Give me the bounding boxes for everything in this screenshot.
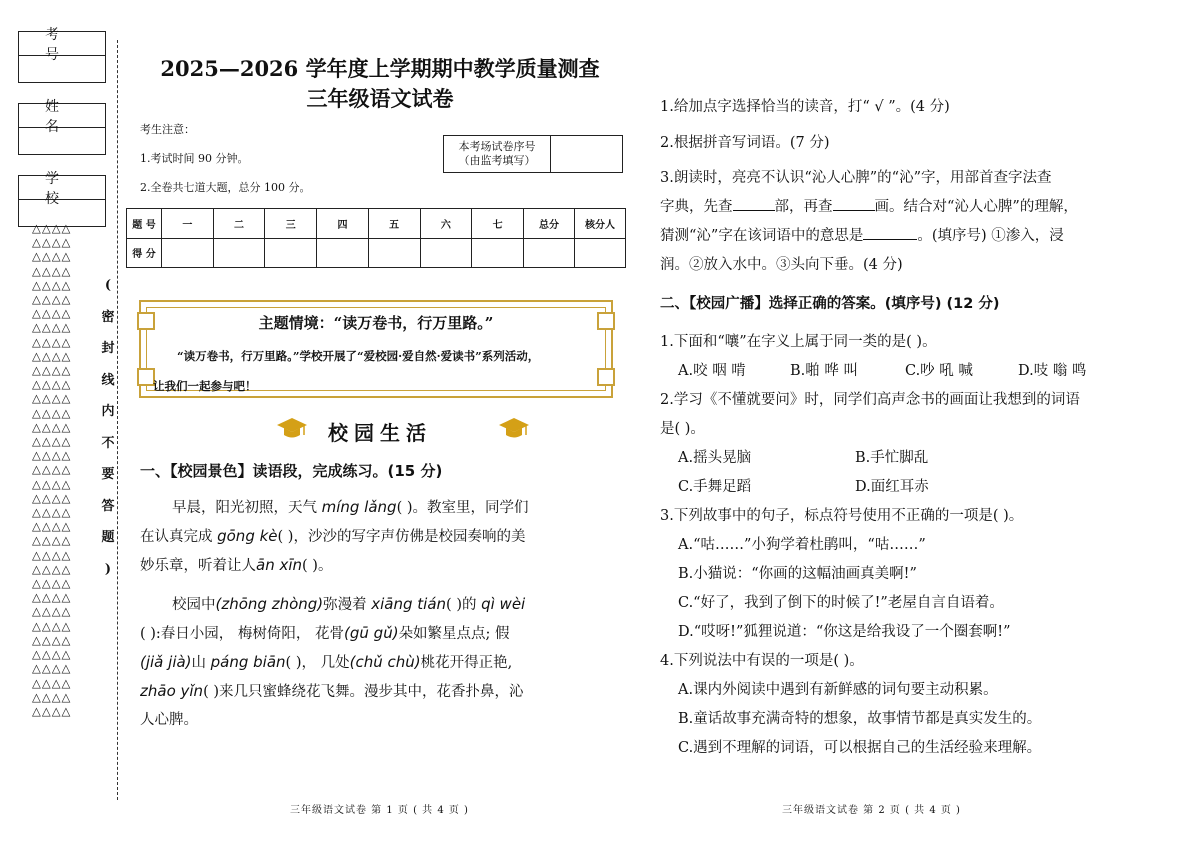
score-table-header-cell: 四	[317, 209, 369, 239]
score-row-label: 得 分	[127, 238, 162, 268]
score-table-header-cell: 六	[420, 209, 472, 239]
text-run: 猜测“沁”字在该词语中的意思是	[660, 228, 864, 244]
pinyin: (gū gǔ)	[344, 624, 399, 642]
question-2: 2.根据拼音写词语。(7 分)	[660, 135, 830, 151]
student-name-box	[18, 98, 106, 155]
choice-3-option-d[interactable]: D.“哎呀!”狐狸说道：“你这是给我设了一个圈套啊!”	[678, 624, 1011, 640]
answer-blank[interactable]	[863, 225, 917, 240]
score-table-header-cell: 一	[162, 209, 214, 239]
test-sequence-label-line2: （由监考填写）	[458, 154, 536, 167]
theme-box	[139, 300, 613, 398]
question-1: 1.给加点字选择恰当的读音，打“ √ ”。(4 分)	[660, 99, 950, 115]
pinyin: (zhōng zhòng)	[215, 595, 324, 613]
seal-line-text	[101, 270, 115, 585]
choice-question-4: 4.下列说法中有误的一项是( )。	[660, 653, 864, 669]
part1-p2-line3	[140, 648, 512, 678]
score-table-header-cell: 核分人	[575, 209, 626, 239]
triangle-row: △△△△	[32, 462, 72, 477]
seal-char: 答	[101, 498, 115, 514]
score-cell[interactable]	[213, 238, 265, 268]
triangle-row: △△△△	[32, 348, 72, 363]
triangle-row: △△△△	[32, 703, 72, 718]
text-run: 山	[191, 655, 211, 671]
triangle-row: △△△△	[32, 249, 72, 264]
pinyin: xiāng tián	[371, 595, 447, 613]
exam-title: 2025—2026 学年度上学期期中教学质量测查	[160, 56, 600, 81]
choice-3-option-c[interactable]: C.“好了，我到了倒下的时候了!”老屋自言自语着。	[678, 595, 1004, 611]
part1-p2-line2	[140, 619, 510, 649]
choice-question-2-line2: 是( )。	[660, 421, 705, 437]
triangle-row: △△△△	[32, 334, 72, 349]
triangle-row: △△△△	[32, 476, 72, 491]
triangle-row: △△△△	[32, 505, 72, 520]
choice-3-option-b[interactable]: B.小猫说：“你画的这幅油画真美啊!”	[678, 566, 917, 582]
text-run: 。(填序号) ①渗入，浸	[917, 228, 1064, 244]
score-cell[interactable]	[472, 238, 524, 268]
notes-item-2: 2.全卷共七道大题，总分 100 分。	[140, 181, 311, 194]
score-cell[interactable]	[317, 238, 369, 268]
question-3-line4: 润。②放入水中。③头向下垂。(4 分)	[660, 257, 903, 273]
triangle-row: △△△△	[32, 576, 72, 591]
part1-p1-line3	[140, 551, 332, 581]
triangle-row: △△△△	[32, 689, 72, 704]
question-3-line2	[660, 195, 1078, 216]
score-table-header-row	[127, 209, 626, 239]
text-run: ( )，沙沙的写字声仿佛是校园奏响的美	[277, 529, 526, 545]
seal-char: )	[104, 561, 112, 577]
choice-3-option-a[interactable]: A.“咕……”小狗学着杜鹃叫，“咕……”	[678, 537, 926, 553]
triangle-row: △△△△	[32, 391, 72, 406]
seal-char: (	[104, 278, 112, 293]
score-table-header-cell: 七	[472, 209, 524, 239]
choice-question-1: 1.下面和“嚷”在字义上属于同一类的是( )。	[660, 334, 937, 350]
score-cell[interactable]	[524, 238, 575, 268]
text-run: 画。结合对“沁人心脾”的理解，	[874, 199, 1078, 215]
pinyin: zhāo yǐn	[140, 682, 204, 700]
seal-char: 不	[101, 435, 115, 451]
triangle-row: △△△△	[32, 547, 72, 562]
seal-dashed-line	[117, 40, 118, 800]
answer-blank[interactable]	[733, 196, 775, 211]
test-sequence-box	[443, 135, 623, 173]
text-run: 在认真完成	[140, 529, 218, 545]
pinyin: qì wèi	[481, 595, 526, 613]
triangle-row: △△△△	[32, 632, 72, 647]
score-cell[interactable]	[575, 238, 626, 268]
part2-heading: 二、【校园广播】选择正确的答案。(填序号) (12 分)	[660, 296, 1000, 312]
triangle-row: △△△△	[32, 533, 72, 548]
text-run: 早晨，阳光初照，天气	[172, 500, 322, 516]
triangle-row: △△△△	[32, 448, 72, 463]
choice-2-option-b[interactable]: B.手忙脚乱	[855, 450, 929, 466]
triangle-row: △△△△	[32, 661, 72, 676]
score-table	[126, 208, 626, 268]
triangle-row: △△△△	[32, 490, 72, 505]
text-run: 弥漫着	[323, 597, 372, 613]
student-name-label: 姓名	[19, 104, 105, 128]
choice-4-option-a[interactable]: A.课内外阅读中遇到有新鲜感的词句要主动积累。	[678, 682, 998, 698]
notes-heading: 考生注意：	[140, 123, 195, 136]
theme-text-line2: 让我们一起参与吧！	[153, 379, 257, 393]
triangle-row: △△△△	[32, 590, 72, 605]
theme-text-line1: “读万卷书，行万里路。”学校开展了“爱校园·爱自然·爱读书”系列活动，	[177, 349, 540, 363]
text-run: 字典，先查	[660, 199, 733, 215]
text-run: 桃花开得正艳,	[420, 655, 513, 671]
score-table-header-cell: 二	[213, 209, 265, 239]
seal-char: 题	[101, 530, 115, 545]
triangle-row: △△△△	[32, 618, 72, 633]
choice-2-option-c[interactable]: C.手舞足蹈	[678, 479, 752, 495]
text-run: ( )。	[302, 558, 333, 574]
choice-question-2-line1: 2.学习《不懂就要问》时，同学们高声念书的画面让我想到的词语	[660, 392, 1080, 408]
triangle-row: △△△△	[32, 419, 72, 434]
seal-char: 密	[101, 309, 115, 325]
score-table-score-row	[127, 238, 626, 268]
triangle-row: △△△△	[32, 675, 72, 690]
part1-heading: 一、【校园景色】读语段，完成练习。(15 分)	[140, 462, 443, 480]
pinyin: gōng kè	[217, 527, 278, 545]
page-footer-left: 三年级语文试卷 第 1 页 ( 共 4 页 )	[290, 805, 469, 816]
part1-p1-line2	[140, 522, 525, 552]
score-table-header-cell: 题 号	[127, 209, 162, 239]
triangle-row: △△△△	[32, 405, 72, 420]
score-cell[interactable]	[265, 238, 317, 268]
triangle-row: △△△△	[32, 320, 72, 335]
score-table-header-cell: 总分	[524, 209, 575, 239]
pinyin: míng lǎng	[321, 498, 397, 516]
text-run: ( )， 几处	[285, 655, 350, 671]
triangle-row: △△△△	[32, 235, 72, 250]
triangle-row: △△△△	[32, 434, 72, 449]
choice-2-option-d[interactable]: D.面红耳赤	[855, 479, 929, 495]
triangle-row: △△△△	[32, 292, 72, 307]
triangle-row: △△△△	[32, 561, 72, 576]
seal-char: 要	[101, 467, 115, 482]
text-run: 部，再查	[774, 199, 833, 215]
choice-question-3: 3.下列故事中的句子，标点符号使用不正确的一项是( )。	[660, 508, 1024, 524]
school-label: 学校	[19, 176, 105, 200]
pinyin: páng biān	[210, 653, 286, 671]
triangle-row: △△△△	[32, 277, 72, 292]
choice-2-option-a[interactable]: A.摇头晃脑	[678, 450, 752, 466]
question-3-line1: 3.朗读时，亮亮不认识“沁人心脾”的“沁”字，用部首查字法查	[660, 170, 1052, 186]
part1-p2-line5: 人心脾。	[140, 712, 198, 728]
score-cell[interactable]	[368, 238, 420, 268]
exam-subtitle: 三年级语文试卷	[306, 86, 454, 111]
seal-char: 线	[101, 372, 115, 388]
exam-number-label: 考号	[19, 32, 105, 56]
triangle-row: △△△△	[32, 604, 72, 619]
part1-p2-line4	[140, 677, 524, 707]
pinyin: (chǔ chù)	[349, 653, 421, 671]
score-table-header-cell: 五	[368, 209, 420, 239]
triangle-row: △△△△	[32, 263, 72, 278]
test-sequence-label	[444, 136, 551, 172]
seal-char: 封	[101, 341, 115, 356]
notes-item-1: 1.考试时间 90 分钟。	[140, 152, 249, 165]
text-run: ( )的	[446, 597, 482, 613]
choice-1-option-b[interactable]: B.啪 哗 叫	[790, 363, 858, 379]
theme-heading: 主题情境：“读万卷书，行万里路。”	[258, 314, 494, 332]
answer-blank[interactable]	[833, 196, 875, 211]
choice-1-option-d[interactable]: D.吱 嗡 鸣	[1018, 363, 1087, 379]
part1-p2-line1	[172, 590, 525, 620]
theme-corner-ornament	[597, 368, 615, 386]
triangle-seal-pattern	[32, 221, 94, 718]
text-run: ( )来几只蜜蜂绕花飞舞。漫步其中，花香扑鼻，沁	[203, 684, 524, 700]
choice-4-option-b[interactable]: B.童话故事充满奇特的想象，故事情节都是真实发生的。	[678, 711, 1042, 727]
triangle-row: △△△△	[32, 377, 72, 392]
seal-char: 内	[101, 404, 115, 419]
score-table-header-cell: 三	[265, 209, 317, 239]
section-title: 校园生活	[328, 421, 432, 445]
choice-1-option-a[interactable]: A.咬 咽 啃	[678, 363, 746, 379]
choice-1-option-c[interactable]: C.吵 吼 喊	[905, 363, 973, 379]
text-run: 校园中	[172, 597, 216, 613]
score-cell[interactable]	[162, 238, 214, 268]
school-box	[18, 170, 106, 227]
test-sequence-field[interactable]	[551, 136, 622, 172]
pinyin: (jiǎ jià)	[140, 653, 192, 671]
page-footer-right: 三年级语文试卷 第 2 页 ( 共 4 页 )	[782, 805, 961, 816]
text-run: ( )。教室里，同学们	[396, 500, 529, 516]
pinyin: ān xīn	[256, 556, 303, 574]
text-run: ( ):春日小园， 梅树倚阳， 花骨	[140, 626, 345, 642]
triangle-row: △△△△	[32, 221, 72, 235]
triangle-row: △△△△	[32, 363, 72, 378]
question-3-line3	[660, 224, 1064, 245]
text-run: 妙乐章，听着让人	[140, 558, 256, 574]
text-run: 朵如繁星点点; 假	[398, 626, 510, 642]
triangle-row: △△△△	[32, 306, 72, 321]
graduation-cap-icon	[498, 416, 530, 440]
test-sequence-label-line1: 本考场试卷序号	[458, 140, 536, 153]
part1-p1-line1	[172, 493, 529, 523]
choice-4-option-c[interactable]: C.遇到不理解的词语，可以根据自己的生活经验来理解。	[678, 740, 1042, 756]
exam-number-box	[18, 26, 106, 83]
triangle-row: △△△△	[32, 519, 72, 534]
score-cell[interactable]	[420, 238, 472, 268]
triangle-row: △△△△	[32, 647, 72, 662]
